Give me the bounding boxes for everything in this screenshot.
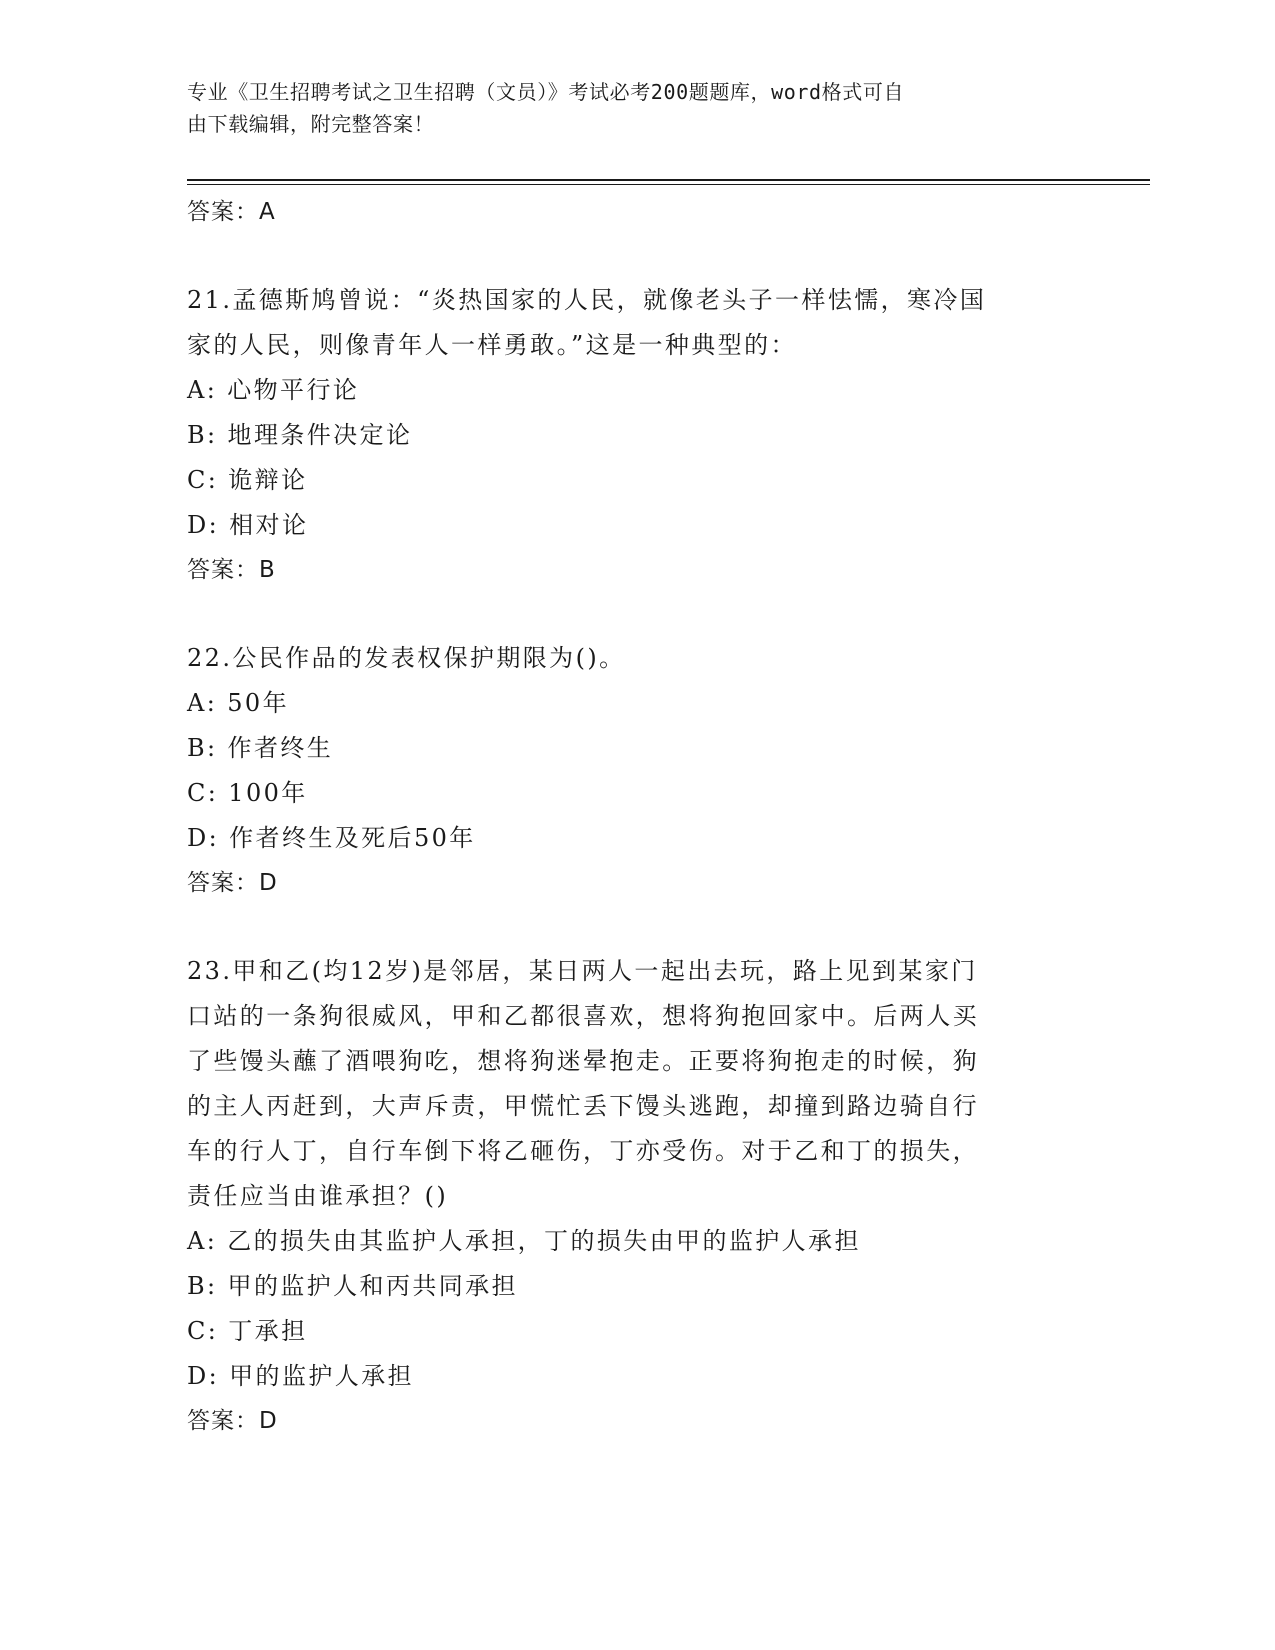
question-stem-line: 车的行人丁，自行车倒下将乙砸伤，丁亦受伤。对于乙和丁的损失，	[187, 1137, 979, 1165]
option-d: D: 相对论	[187, 511, 309, 539]
page-header	[187, 76, 1067, 140]
question-stem-line: 21.孟德斯鸠曾说：“炎热国家的人民，就像老头子一样怯懦，寒冷国	[187, 286, 987, 314]
question-stem-line: 23.甲和乙(均12岁)是邻居，某日两人一起出去玩，路上见到某家门	[187, 957, 978, 985]
answer-line: 答案：B	[187, 557, 276, 583]
header-line-2: 由下载编辑，附完整答案！	[187, 112, 435, 136]
question-list	[187, 190, 1067, 1443]
option-a: A: 心物平行论	[187, 376, 360, 404]
answer-line: 答案：A	[187, 199, 276, 225]
option-b: B: 作者终生	[187, 734, 334, 762]
option-c: C: 诡辩论	[187, 466, 308, 494]
option-a: A: 乙的损失由其监护人承担，丁的损失由甲的监护人承担	[187, 1227, 861, 1255]
question-stem-line: 家的人民，则像青年人一样勇敢。”这是一种典型的：	[187, 331, 797, 359]
answer-line: 答案：D	[187, 870, 278, 896]
question-block	[187, 636, 1067, 905]
question-block	[187, 949, 1067, 1443]
answer-line: 答案：D	[187, 1408, 278, 1434]
question-stem-line: 22.公民作品的发表权保护期限为()。	[187, 644, 626, 672]
option-b: B: 地理条件决定论	[187, 421, 413, 449]
question-stem-line: 责任应当由谁承担？()	[187, 1182, 449, 1210]
option-d: D: 甲的监护人承担	[187, 1362, 414, 1390]
option-c: C: 100年	[187, 779, 308, 807]
question-stem-line: 口站的一条狗很威风，甲和乙都很喜欢，想将狗抱回家中。后两人买	[187, 1002, 979, 1030]
question-stem-line: 了些馒头蘸了酒喂狗吃，想将狗迷晕抱走。正要将狗抱走的时候，狗	[187, 1047, 979, 1075]
header-divider-thick	[187, 179, 1150, 181]
question-block	[187, 278, 1067, 592]
option-c: C: 丁承担	[187, 1317, 308, 1345]
option-a: A: 50年	[187, 689, 289, 717]
header-line-1: 专业《卫生招聘考试之卫生招聘（文员）》考试必考200题题库，word格式可自	[187, 80, 905, 104]
header-divider-thin	[187, 184, 1150, 185]
option-d: D: 作者终生及死后50年	[187, 824, 476, 852]
option-b: B: 甲的监护人和丙共同承担	[187, 1272, 518, 1300]
question-stem-line: 的主人丙赶到，大声斥责，甲慌忙丢下馒头逃跑，却撞到路边骑自行	[187, 1092, 979, 1120]
